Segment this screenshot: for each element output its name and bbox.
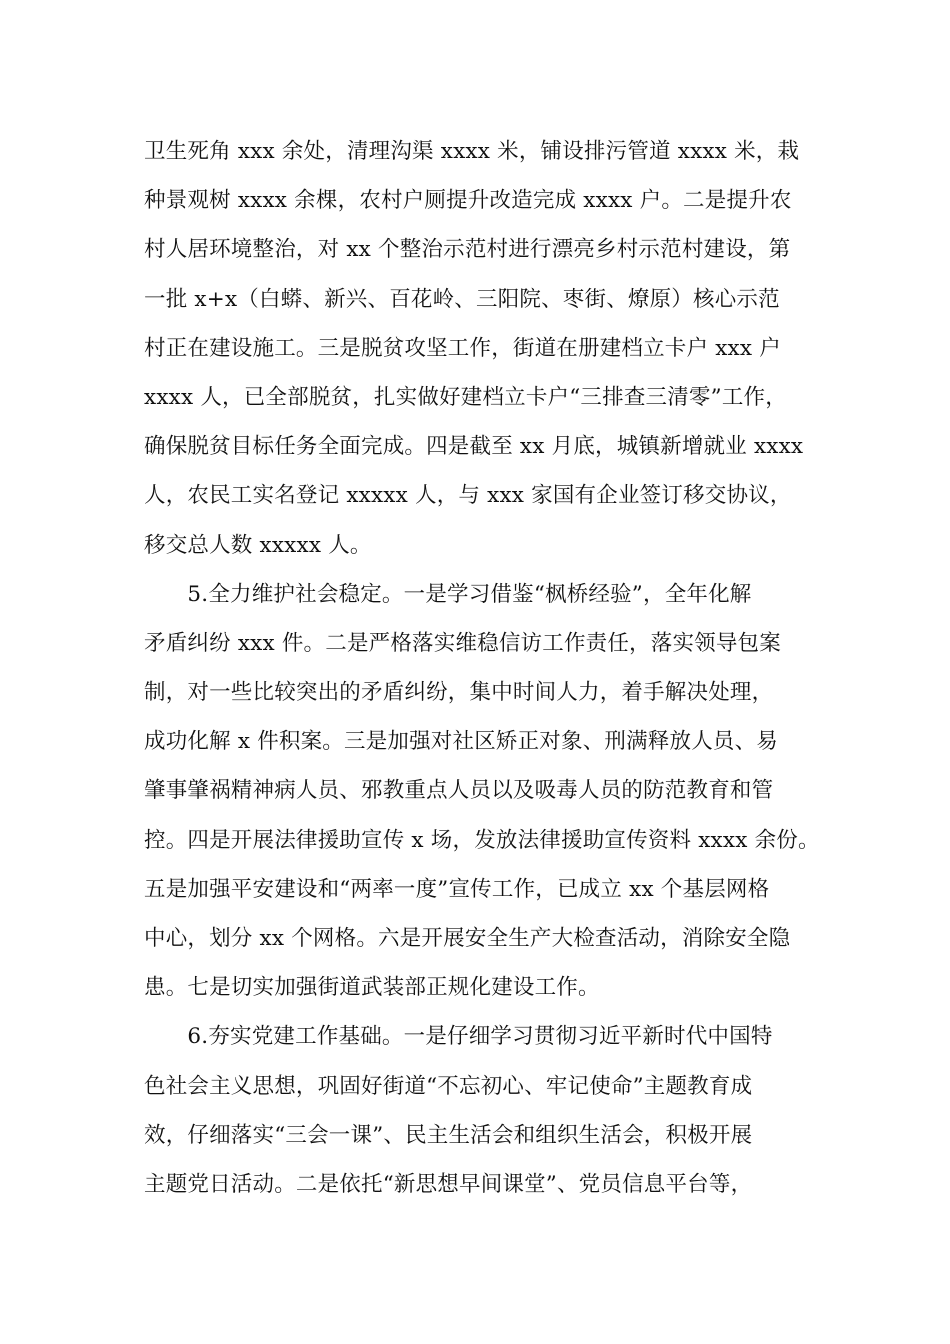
- text-line: 主题党日活动。二是依托“新思想早间课堂”、党员信息平台等，: [144, 1171, 753, 1197]
- text-line: 效，仔细落实“三会一课”、民主生活会和组织生活会，积极开展: [144, 1122, 753, 1148]
- text-line: 成功化解 x 件积案。三是加强对社区矫正对象、刑满释放人员、易: [144, 729, 778, 755]
- text-line: 村人居环境整治，对 xx 个整治示范村进行漂亮乡村示范村建设，第: [144, 237, 791, 263]
- document-body: [144, 127, 824, 1209]
- paragraph-start-line: 5.全力维护社会稳定。一是学习借鉴“枫桥经验”，全年化解: [144, 581, 752, 607]
- text-line: 一批 x+x（白蟒、新兴、百花岭、三阳院、枣街、燎原）核心示范: [144, 286, 780, 312]
- text-line: 制，对一些比较突出的矛盾纠纷，集中时间人力，着手解决处理，: [144, 680, 774, 706]
- text-line: 卫生死角 xxx 余处，清理沟渠 xxxx 米，铺设排污管道 xxxx 米，栽: [144, 139, 800, 164]
- text-line: 人，农民工实名登记 xxxxx 人，与 xxx 家国有企业签订移交协议，: [144, 483, 792, 509]
- text-line: 确保脱贫目标任务全面完成。四是截至 xx 月底，城镇新增就业 xxxx: [144, 434, 804, 460]
- paragraph-start-line: 6.夯实党建工作基础。一是仔细学习贯彻习近平新时代中国特: [144, 1024, 773, 1050]
- text-line: 肇事肇祸精神病人员、邪教重点人员以及吸毒人员的防范教育和管: [144, 778, 774, 804]
- text-line: 患。七是切实加强街道武装部正规化建设工作。: [144, 975, 600, 1001]
- text-line: 色社会主义思想，巩固好街道“不忘初心、牢记使命”主题教育成: [144, 1073, 753, 1099]
- text-line: xxxx 人，已全部脱贫，扎实做好建档立卡户“三排查三清零”工作，: [144, 384, 787, 410]
- text-line: 矛盾纠纷 xxx 件。二是严格落实维稳信访工作责任，落实领导包案: [144, 630, 781, 656]
- text-line: 移交总人数 xxxxx 人。: [144, 532, 372, 558]
- text-line: 五是加强平安建设和“两率一度”宣传工作，已成立 xx 个基层网格: [144, 876, 770, 902]
- text-line: 控。四是开展法律援助宣传 x 场，发放法律援助宣传资料 xxxx 余份。: [144, 827, 820, 853]
- text-line: 中心，划分 xx 个网格。六是开展安全生产大检查活动，消除安全隐: [144, 926, 791, 951]
- text-line: 种景观树 xxxx 余棵，农村户厕提升改造完成 xxxx 户。二是提升农: [144, 188, 792, 214]
- text-line: 村正在建设施工。三是脱贫攻坚工作，街道在册建档立卡户 xxx 户: [144, 335, 781, 361]
